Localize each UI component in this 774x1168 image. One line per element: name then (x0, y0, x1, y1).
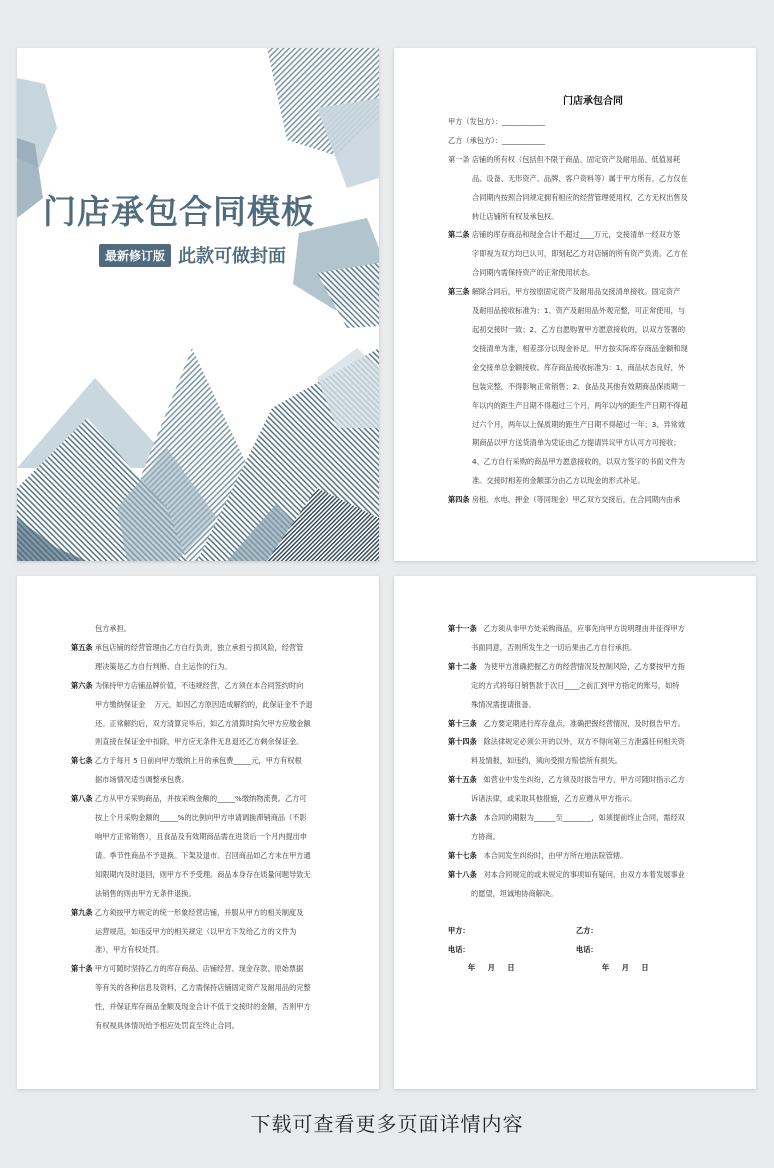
contract-page-2 (17, 576, 379, 1089)
party-a-sign-label: 甲方： (448, 925, 470, 935)
clause-text: 合同期内按照合同规定拥有相应的经营管理使用权，乙方无权出售及 (472, 192, 688, 202)
clause-line (71, 923, 361, 942)
clause-line (448, 771, 748, 790)
download-more-footer: 下载可查看更多页面详情内容 (250, 1112, 524, 1136)
clause-line (448, 434, 738, 453)
clause-text: 按上个月采购金额的_____%的比例向甲方申请调换滞销商品（不影 (95, 813, 307, 823)
clause-text: 品、设备、无形资产、品牌、客户资料等）属于甲方所有，乙方仅在 (472, 173, 688, 183)
clause-line (448, 472, 738, 491)
clause-line (448, 302, 738, 321)
clause-number: 第十条 (71, 964, 93, 974)
clause-line (71, 733, 361, 752)
clause-text: 法销售的则由甲方无条件退换。 (95, 888, 196, 898)
page1-clauses (448, 151, 738, 510)
clause-line (448, 151, 738, 170)
clause-text: 料及情报，如违约，须向受损方赔偿所有损失。 (471, 756, 622, 766)
clause-line (71, 904, 361, 923)
clause-number: 第十二条 (448, 661, 477, 671)
clause-line (448, 866, 748, 885)
party-a-phone-label: 电话： (448, 944, 470, 954)
clause-text: 乙方须从非甲方处采购商品，应事先向甲方说明理由并征得甲方 (476, 624, 685, 633)
contract-title: 门店承包合同 (563, 96, 623, 107)
clause-text: 过六个月，两年以上保质期的距生产日期不得超过一年；3、异常效 (472, 419, 686, 429)
clause-line (71, 979, 361, 998)
clause-line (71, 1017, 361, 1036)
clause-text: 为使甲方准确把握乙方的经营情况及控制风险，乙方要按甲方指 (476, 661, 685, 671)
clause-line (71, 771, 361, 790)
clause-line (448, 208, 738, 227)
clause-line (71, 658, 361, 677)
clause-line (448, 733, 748, 752)
clause-text: 字即视为双方均已认可，即刻起乙方对店铺的所有资产负责。乙方在 (472, 249, 688, 259)
clause-line (448, 321, 738, 340)
clause-number: 第十五条 (448, 775, 477, 785)
clause-line (448, 264, 738, 283)
signature-row-parties (448, 922, 748, 941)
clause-number: 第十四条 (448, 737, 477, 747)
clause-text: 合同期内需保持资产的正常使用状态。 (472, 268, 595, 278)
clause-text: 响甲方正常销售），且食品及有效期商品需在进货后一个月内提出申 (95, 831, 308, 841)
clause-line (71, 960, 361, 979)
clause-line (71, 639, 361, 658)
clause-line (448, 790, 748, 809)
page2-body (71, 620, 361, 1036)
clause-text: 年以内的距生产日期不得超过三个月，两年以内的距生产日期不得超 (472, 400, 688, 410)
clause-text: 甲方缴纳保证金 万元，如因乙方原因造成解约的，此保证金不予退 (95, 699, 313, 709)
cover-geometric-art (17, 48, 379, 561)
clause-line (448, 696, 748, 715)
cover-badge: 最新修订版 (99, 244, 171, 267)
clause-number: 第十七条 (448, 850, 477, 860)
page1-body (448, 94, 738, 510)
clause-number: 第十一条 (448, 624, 477, 633)
clause-number: 第八条 (71, 794, 93, 804)
party-b-date: 年 月 日 (602, 963, 649, 973)
page2-clauses (71, 620, 361, 1036)
clause-line (448, 677, 748, 696)
clause-text: 的愿望，坦诚地协商解决。 (471, 888, 558, 898)
clause-text: 本合同的期限为______至________，如须提前终止合同，需经双 (476, 813, 685, 823)
clause-text: 运营规范，如违反甲方的相关规定（以甲方下发给乙方的文件为 (95, 926, 297, 936)
clause-text: 甲方可随时坚持乙方的库存商品、店铺经营、现金存款、原始票据 (92, 964, 304, 974)
clause-text: 性，并保证库存商品金额及现金合计不低于交接时的金额，否则甲方 (95, 1002, 311, 1012)
clause-line (71, 847, 361, 866)
clause-number: 第四条 (448, 495, 470, 505)
clause-text: 还。正常解约后，双方清算完毕后，如乙方清算时尚欠甲方应缴金额 (95, 718, 311, 728)
clause-text: 如营业中发生纠纷，乙方须及时报告甲方，甲方可随时指示乙方 (476, 775, 685, 785)
clause-line (448, 715, 748, 734)
clause-number: 第三条 (448, 287, 470, 297)
clause-line (71, 941, 361, 960)
clause-line (448, 828, 748, 847)
clause-text: 对本合同规定的或未规定的事项如有疑问，由双方本着发展事业 (476, 869, 685, 879)
clause-line (448, 226, 738, 245)
clause-text: 书面同意，否则所发生之一切后果由乙方自行承担。 (471, 642, 637, 652)
clause-text: 转让店铺所有权及承包权。 (472, 211, 559, 221)
clause-text: 乙方须按甲方规定的统一形象经营店铺，并服从甲方的相关制度及 (92, 907, 304, 917)
clause-number: 第十三条 (448, 718, 477, 728)
clause-text: 本合同发生纠纷时，由甲方所在地法院管辖。 (476, 850, 628, 860)
clause-line (71, 715, 361, 734)
clause-text: 诉诸法律，或采取其他措施，乙方应遵从甲方指示。 (471, 794, 637, 804)
party-b-sign-label: 乙方： (576, 925, 598, 935)
clause-number: 第二条 (448, 230, 470, 240)
clause-text: 乙方要定期进行库存盘点，准确把握经营情况，及时报告甲方。 (476, 718, 685, 728)
clause-text: 知限期内及时退回，则甲方不予受理。商品本身存在质量问题导致无 (95, 869, 311, 879)
clause-text: 包装完整，不得影响正常销售；2、食品及其他有效期商品保质期一 (472, 381, 686, 391)
clause-line (448, 397, 738, 416)
contract-page-1 (394, 48, 756, 561)
clause-text: 定的方式将每日销售款于次日____之前汇到甲方指定的账号，如特 (471, 680, 680, 690)
clause-text: 期商品以甲方送货清单为凭证由乙方提请异议甲方认可方可接收； (472, 438, 681, 448)
clause-line (448, 847, 748, 866)
clause-text: 店铺的库存商品和现金合计不超过____万元，交接清单一经双方签 (469, 230, 681, 240)
clause-line (448, 170, 738, 189)
clause-line (71, 828, 361, 847)
clause-text: 包方承担。 (95, 624, 131, 633)
clause-line (448, 283, 738, 302)
clause-number: 第十六条 (448, 813, 477, 823)
clause-number: 第七条 (71, 756, 93, 766)
clause-number: 第六条 (71, 680, 93, 690)
clause-text: 乙方于每月 5 日前向甲方缴纳上月的承包费_____元，甲方有权根 (92, 756, 302, 766)
clause-line (71, 866, 361, 885)
clause-text: 承包店铺的经营管理由乙方自行负责，独立承担亏损风险，经营管 (92, 642, 304, 652)
cover-tagline: 此款可做封面 (178, 246, 287, 267)
clause-line (448, 620, 748, 639)
clause-line (448, 189, 738, 208)
clause-text: 等有关的各种信息及资料，乙方需保持店铺固定资产及耐用品的完整 (95, 983, 311, 993)
clause-text: 准。交接时相差的金额部分由乙方以现金的形式补足。 (472, 476, 645, 486)
clause-line (71, 677, 361, 696)
clause-text: 房租、水电、押金（等同现金）甲乙双方交接后，在合同期内由承 (469, 495, 681, 505)
clause-number: 第五条 (71, 642, 93, 652)
clause-line (448, 416, 738, 435)
clause-line (448, 245, 738, 264)
clause-line (448, 491, 738, 510)
clause-line (448, 378, 738, 397)
clause-line (448, 340, 738, 359)
clause-text: 乙方从甲方采购商品，并按采购金额的_____%缴纳物流费。乙方可 (92, 794, 307, 804)
clause-text: 交接清单为准，相差部分以现金补足。甲方按实际库存商品金额和现 (472, 343, 688, 353)
clause-text: 据市场情况适当调整承包费。 (95, 775, 189, 785)
clause-line (448, 885, 748, 904)
clause-number: 第十八条 (448, 869, 477, 879)
clause-text: 方协商。 (471, 831, 500, 841)
signature-row-dates (448, 959, 748, 978)
clause-line (448, 752, 748, 771)
clause-line (71, 696, 361, 715)
clause-text: 理决策是乙方自行判断、自主运作的行为。 (95, 661, 232, 671)
party-b-line: 乙方（承包方）：____________ (448, 135, 546, 145)
clause-text: 有权视具体情况给予相应处罚直至终止合同。 (95, 1021, 239, 1031)
clause-line (71, 998, 361, 1017)
clause-text: 则直接在保证金中扣除，甲方应无条件无息退还乙方剩余保证金。 (95, 737, 304, 747)
clause-line (71, 752, 361, 771)
clause-text: 准），甲方有权处罚。 (95, 945, 164, 955)
clause-text: 为保持甲方店铺品牌价值，不违规经营，乙方须在本合同签约时向 (92, 680, 304, 690)
clause-text: 4、乙方自行采购的商品甲方愿意接收的，以双方签字的书面文件为 (472, 457, 686, 467)
clause-text: 解除合同后，甲方按原固定资产及耐用品交接清单接收。固定资产 (469, 287, 681, 297)
clause-text: 金交接单总金额接收。库存商品接收标准为：1、商品状态良好，外 (472, 362, 686, 372)
clause-line (448, 658, 748, 677)
party-a-line: 甲方（发包方）：____________ (448, 117, 546, 126)
cover-subtitle-row (99, 242, 286, 268)
page3-body (448, 620, 748, 978)
clause-text: 起初交接时一致；2、乙方自愿购置甲方愿意接收的，以双方签署的 (472, 324, 686, 334)
clause-line (448, 809, 748, 828)
clause-text: 请。季节性商品不予退换。下架及退市、召回商品如乙方未在甲方通 (95, 850, 311, 860)
signature-row-phones (448, 941, 748, 960)
clause-text: 第一条 店铺的所有权（包括但不限于商品、固定资产及耐用品、低值易耗 (448, 154, 681, 164)
clause-line (71, 809, 361, 828)
cover-title: 门店承包合同模板 (43, 192, 315, 231)
clause-line (448, 453, 738, 472)
page3-clauses (448, 620, 748, 904)
contract-page-3 (394, 576, 756, 1089)
clause-line (71, 620, 361, 639)
clause-text: 及耐用品接收标准为：1、资产及耐用品外观完整，可正常使用，与 (472, 306, 686, 316)
clause-line (448, 639, 748, 658)
party-b-phone-label: 电话： (576, 944, 598, 954)
clause-text: 殊情况需提请报备。 (471, 699, 536, 709)
clause-line (71, 885, 361, 904)
clause-number: 第九条 (71, 907, 93, 917)
party-a-date: 年 月 日 (468, 963, 515, 973)
clause-line (448, 359, 738, 378)
clause-text: 除法律规定必须公开的以外，双方不得向第三方泄露任何相关资 (476, 737, 685, 747)
clause-line (71, 790, 361, 809)
cover-page (17, 48, 379, 561)
